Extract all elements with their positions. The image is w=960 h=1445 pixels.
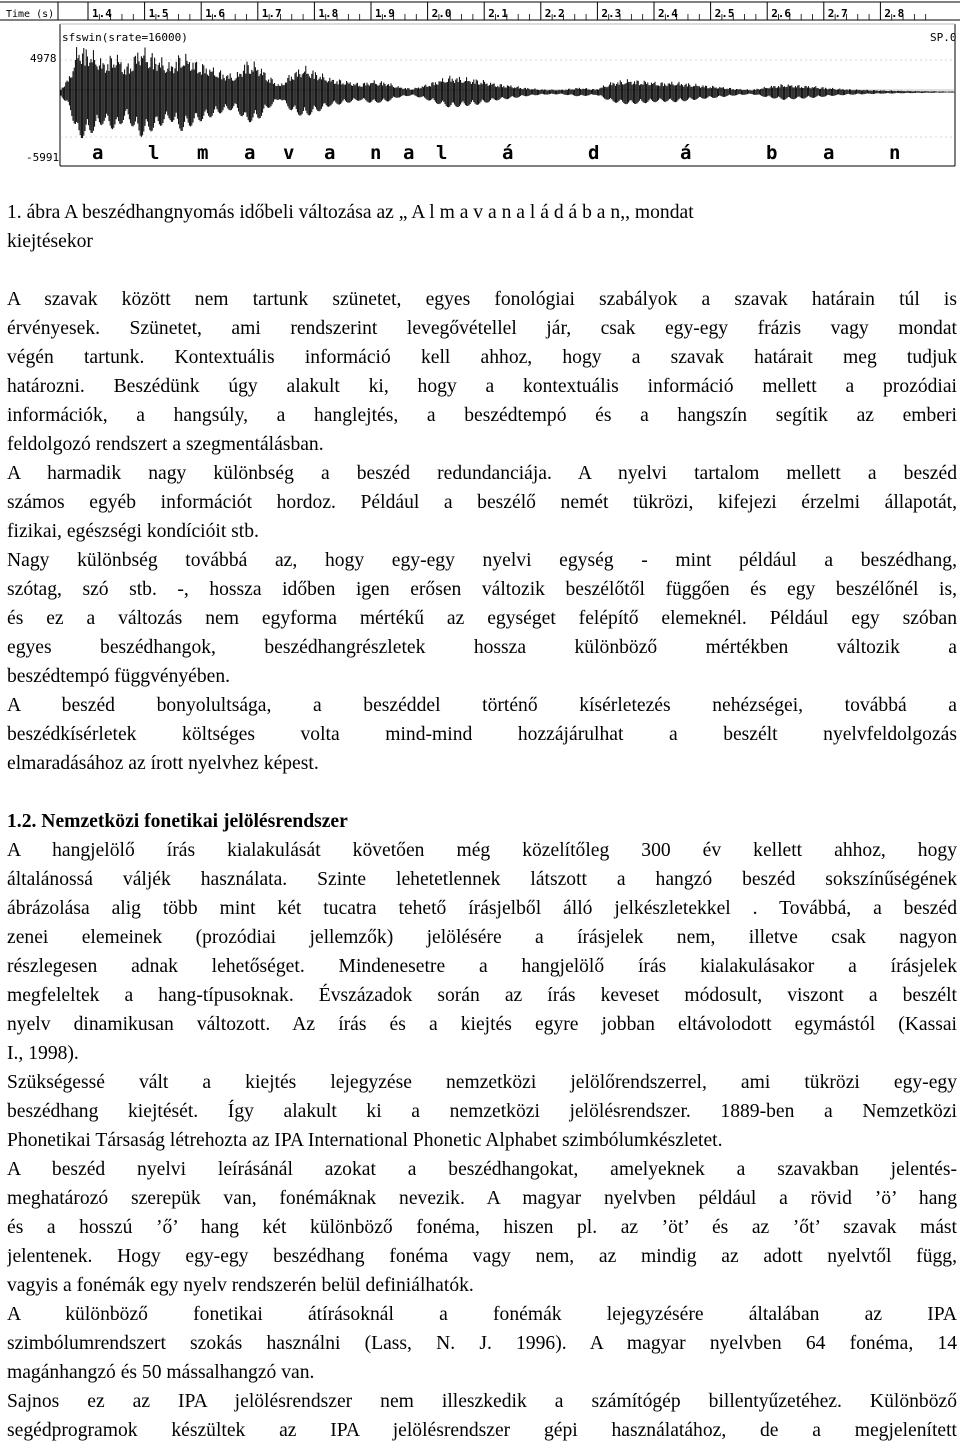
- text-line: számos egyéb információt hordoz. Például a beszélő nemét tükrözi, kifejezi érzelmi állapotát,: [7, 492, 957, 513]
- paragraph-complexity: [7, 691, 957, 778]
- section-ipa: [7, 807, 957, 1445]
- text-line: A hangjelölő írás kialakulását követően még közelítőleg 300 év kellett ahhoz, hogy: [7, 840, 957, 861]
- text-line: és ez a változás nem egyforma mértékű az egységet felépítő elemeknél. Például egy szóban: [7, 608, 957, 629]
- segment-label: a: [324, 142, 336, 164]
- tick-label: 2.8: [884, 7, 905, 20]
- tick-label: 1.4: [92, 7, 112, 20]
- text-line: vagyis a fonémák egy nyelv rendszerén belül definiálhatók.: [7, 1275, 474, 1296]
- segment-label: a: [244, 142, 256, 164]
- text-line: elmaradásához az írott nyelvhez képest.: [7, 753, 319, 774]
- segment-label: á: [680, 142, 692, 164]
- text-line: egyes beszédhangok, beszédhangrészletek hossza különböző mértékben változik a: [7, 637, 957, 658]
- waveform-signal: [61, 47, 954, 138]
- text-line: zenei elemeinek (prozódiai jellemzők) jelölésére a írásjelek nem, illetve csak nagyon: [7, 927, 957, 948]
- tick-labels: [0, 2, 960, 18]
- text-line: segédprogramok készültek az IPA jelölésrendszer gépi használatához, de a megjelenített: [7, 1420, 957, 1441]
- segment-label: m: [197, 142, 209, 164]
- paragraph-redundancy: [7, 459, 957, 546]
- y-min-label: -5991: [26, 151, 60, 164]
- text-line: magánhangzó és 50 mássalhangzó van.: [7, 1362, 315, 1383]
- segment-label: a: [92, 142, 104, 164]
- signal-label: sfswin(srate=16000): [62, 31, 188, 44]
- paragraph-variability: [7, 546, 957, 691]
- tick-label: 2.2: [544, 7, 565, 20]
- paragraph-segmentation: [7, 285, 957, 459]
- tick-label: 1.5: [148, 7, 169, 20]
- section-heading: 1.2. Nemzetközi fonetikai jelölésrendszer: [7, 811, 348, 832]
- text-line: végén tartunk. Kontextuális információ kell ahhoz, hogy a szavak határait meg tudjuk: [7, 347, 957, 368]
- text-line: ábrázolása alig több mint két tucatra tehető írásjelből álló jelkészletekkel . Továbbá, a beszéd: [7, 898, 957, 919]
- segment-label: n: [370, 142, 382, 164]
- text-line: Nagy különbség továbbá az, hogy egy-egy nyelvi egység - mint például a beszédhang,: [7, 550, 957, 571]
- segment-label: a: [403, 142, 415, 164]
- tick-label: 2.3: [601, 7, 622, 20]
- text-line: nyelv dinamikusan változott. Az írás és a kiejtés egyre jobban eltávolodott egymástól (Kassai: [7, 1014, 957, 1035]
- segment-label: d: [588, 142, 600, 164]
- text-line: érvényesek. Szünetet, ami rendszerint levegővétellel jár, csak egy-egy frázis vagy mondat: [7, 318, 957, 339]
- tick-label: 1.7: [261, 7, 282, 20]
- text-line: beszédtempó függvényében.: [7, 666, 231, 687]
- segment-label: l: [436, 142, 448, 164]
- segment-label: a: [823, 142, 835, 164]
- caption-line: 1. ábra A beszédhangnyomás időbeli változása az „ A l m a v a n a l á d á b a n,, mondat: [7, 202, 694, 223]
- text-line: A beszéd nyelvi leírásánál azokat a beszédhangokat, amelyeknek a szavakban jelentés-: [7, 1159, 957, 1180]
- text-line: A harmadik nagy különbség a beszéd redundanciája. A nyelvi tartalom mellett a beszéd: [7, 463, 957, 484]
- figure-caption: [7, 198, 957, 256]
- tick-label: 2.0: [431, 7, 452, 20]
- segment-label: v: [283, 142, 295, 164]
- text-line: fizikai, egészségi kondícióit stb.: [7, 521, 259, 542]
- text-line: részlegesen adnak lehetőséget. Mindenesetre a hangjelölő írás kialakulásakor a írásjelek: [7, 956, 957, 977]
- tick-label: 1.9: [375, 7, 395, 20]
- text-line: meghatározó szerepük van, fonémáknak nevezik. A magyar nyelvben például a rövid ’ö’ hang: [7, 1188, 957, 1209]
- text-line: Szükségessé vált a kiejtés lejegyzése nemzetközi jelölőrendszerrel, ami tükrözi egy-egy: [7, 1072, 957, 1093]
- tick-label: 2.1: [488, 7, 509, 20]
- text-line: jelentenek. Hogy egy-egy beszédhang fonéma vagy nem, az mindig az adott nyelvtől függ,: [7, 1246, 957, 1267]
- text-line: A különböző fonetikai átírásoknál a fonémák lejegyzésére általában az IPA: [7, 1304, 957, 1325]
- text-line: Phonetikai Társaság létrehozta az IPA International Phonetic Alphabet szimbólumkészletet.: [7, 1130, 723, 1151]
- waveform-figure: [0, 0, 960, 176]
- tick-label: 1.8: [318, 7, 339, 20]
- text-line: feldolgozó rendszert a szegmentálásban.: [7, 434, 324, 455]
- tick-label: 2.6: [771, 7, 792, 20]
- text-line: I., 1998).: [7, 1043, 79, 1064]
- text-line: Sajnos ez az IPA jelölésrendszer nem illeszkedik a számítógép billentyűzetéhez. Különböző: [7, 1391, 957, 1412]
- tick-label: 1.6: [205, 7, 226, 20]
- text-line: beszédhang kiejtését. Így alakult ki a nemzetközi jelölésrendszer. 1889-ben a Nemzetközi: [7, 1101, 957, 1122]
- time-axis-label: Time (s): [6, 9, 55, 20]
- text-line: határozni. Beszédünk úgy alakult ki, hogy a kontextuális információ mellett a prozódiai: [7, 376, 957, 397]
- segment-label: b: [766, 142, 778, 164]
- y-max-label: 4978: [30, 52, 57, 65]
- segment-label: l: [148, 142, 160, 164]
- text-line: szótag, szó stb. -, hossza időben igen erősen változik beszélőtől függően és egy beszélőnél is,: [7, 579, 957, 600]
- file-label: SP.0: [930, 31, 957, 44]
- text-line: szimbólumrendszert szokás használni (Lass, N. J. 1996). A magyar nyelvben 64 fonéma, 14: [7, 1333, 957, 1354]
- text-line: A beszéd bonyolultsága, a beszéddel történő kísérletezés nehézségei, továbbá a: [7, 695, 957, 716]
- caption-line: kiejtésekor: [7, 231, 93, 252]
- tick-label: 2.5: [714, 7, 735, 20]
- segment-label: á: [502, 142, 514, 164]
- text-line: beszédkísérletek költséges volta mind-mind hozzájárulhat a beszélt nyelvfeldolgozás: [7, 724, 957, 745]
- tick-label: 2.7: [827, 7, 848, 20]
- tick-label: 2.4: [658, 7, 678, 20]
- waveform-plot: [0, 0, 960, 176]
- segment-label: n: [889, 142, 901, 164]
- text-line: általánossá váljék használata. Szinte lehetetlennek látszott a hangzó beszéd sokszínűségének: [7, 869, 957, 890]
- text-line: információk, a hangsúly, a hanglejtés, a beszédtempó és a hangszín segítik az emberi: [7, 405, 957, 426]
- text-line: és a hosszú ’ő’ hang két különböző fonéma, hiszen pl. az ’öt’ és az ’őt’ szavak mást: [7, 1217, 957, 1238]
- text-line: megfeleltek a hang-típusoknak. Évszázadok során az írás keveset módosult, viszont a beszélt: [7, 985, 957, 1006]
- text-line: A szavak között nem tartunk szünetet, egyes fonológiai szabályok a szavak határain túl is: [7, 289, 957, 310]
